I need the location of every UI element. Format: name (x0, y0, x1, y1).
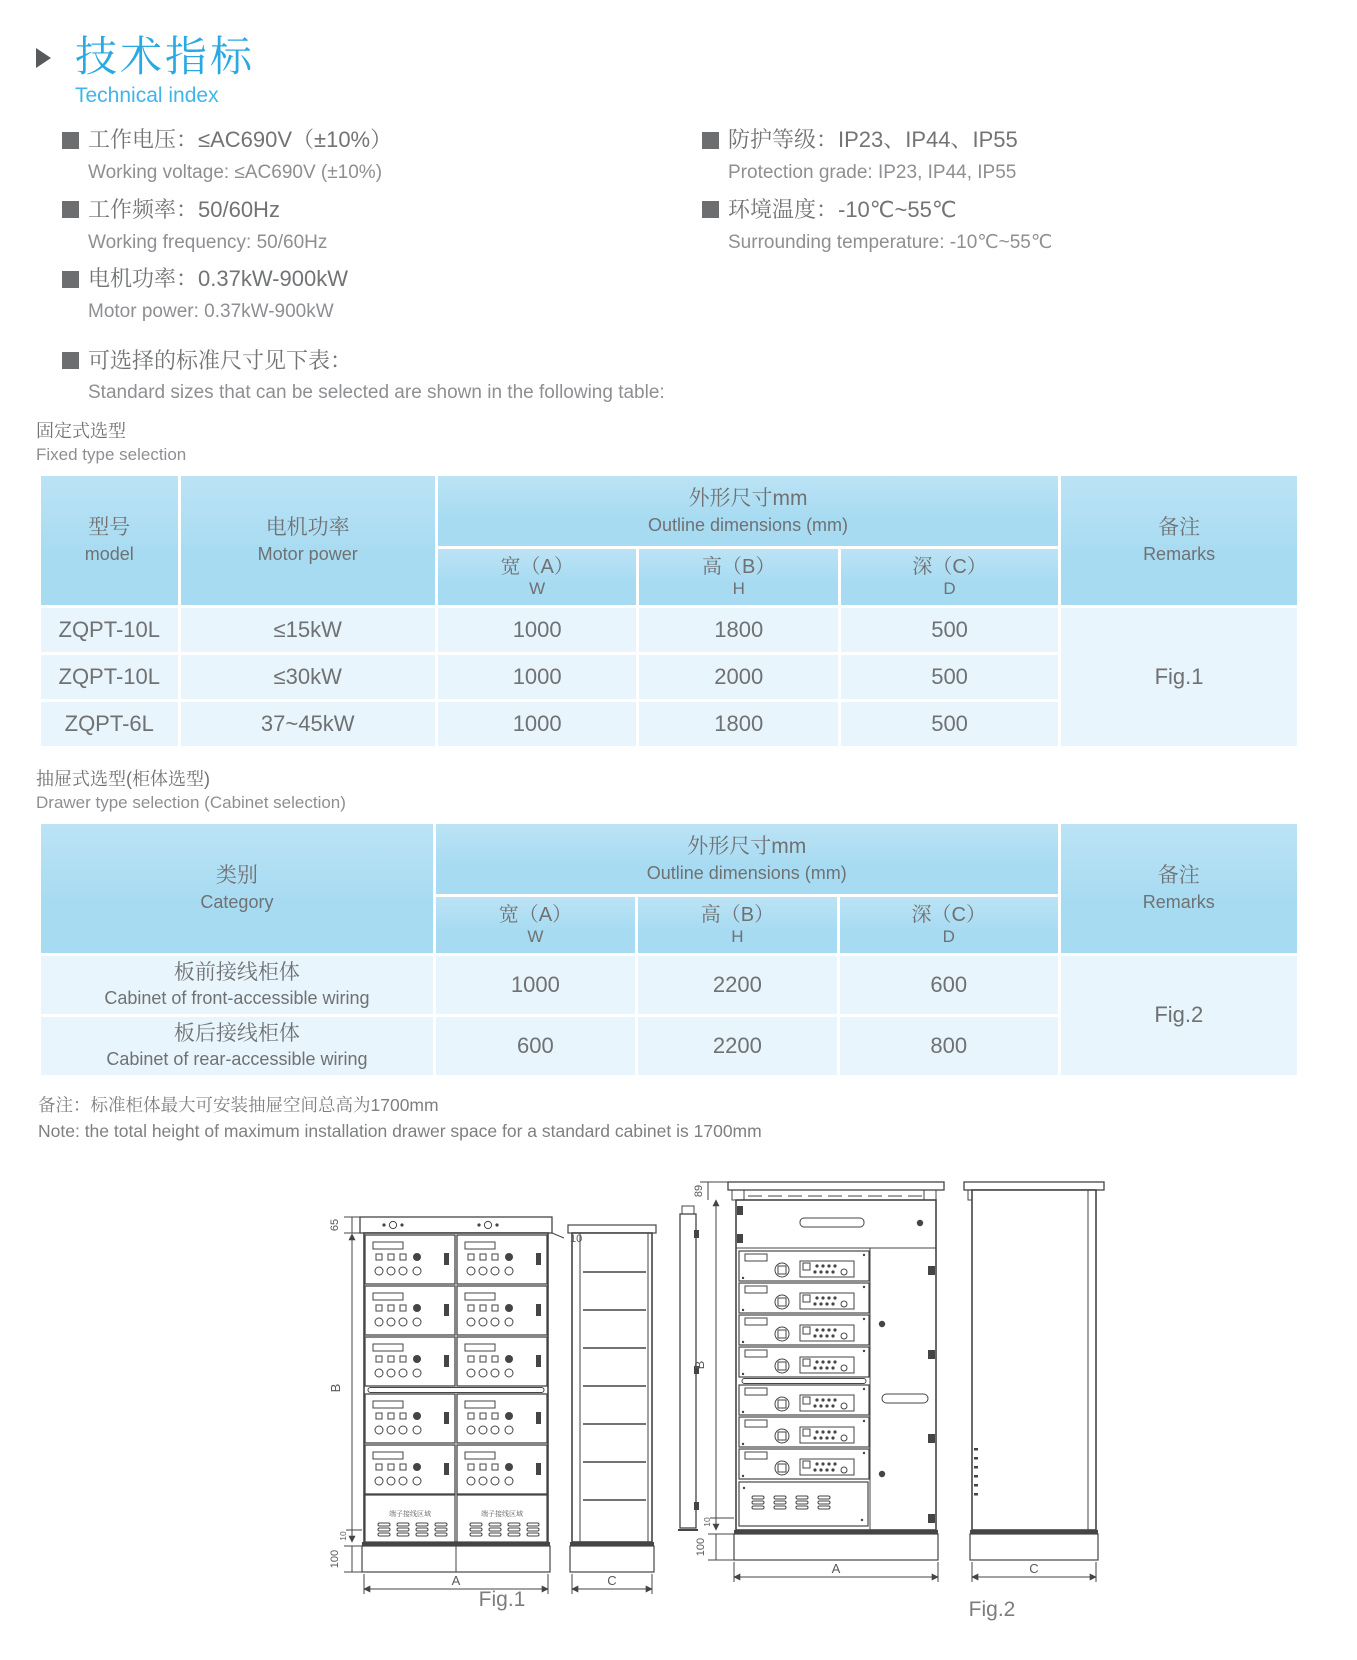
spec-working-frequency (62, 194, 702, 256)
cell-power: ≤30kW (181, 655, 435, 699)
fig2-dim-10: 10 (702, 1517, 712, 1528)
spec-column-right (702, 124, 1357, 332)
header-height-zh: 高（B） (702, 555, 776, 578)
header-category-en: Category (200, 892, 274, 913)
header-model (41, 476, 178, 605)
header-power-zh: 电机功率 (265, 516, 350, 540)
fig2-dim-A: A (831, 1561, 841, 1577)
table-row (41, 956, 1297, 1014)
fig2-side-view (964, 1182, 1104, 1560)
spec-en-text: Standard sizes that can be selected are shown in the following table: (88, 382, 665, 404)
cell-width: 1000 (438, 608, 637, 652)
spec-zh-text: 电机功率：0.37kW-900kW (88, 266, 348, 292)
spec-en-text: Surrounding temperature: -10℃~55℃ (728, 231, 1053, 253)
spec-column-left (62, 124, 702, 332)
fig1-dim-65: 65 (329, 1219, 341, 1232)
bullet-square-icon (702, 132, 719, 149)
cell-category-en: Cabinet of rear-accessible wiring (106, 1049, 368, 1070)
header-height-en: H (731, 926, 744, 946)
cell-height: 2200 (638, 956, 837, 1014)
page-subtitle: Technical index (75, 84, 219, 108)
spec-protection-grade (702, 124, 1357, 186)
cell-category-zh: 板前接线柜体 (173, 961, 300, 985)
header-remarks (1061, 824, 1297, 953)
cell-height: 1800 (639, 608, 838, 652)
drawer-table-title-en: Drawer type selection (Cabinet selection) (36, 792, 346, 812)
cell-depth: 800 (840, 1017, 1058, 1075)
cell-category (41, 956, 433, 1014)
header-remarks-en: Remarks (1143, 544, 1216, 565)
header-depth (841, 549, 1058, 605)
header-remarks-zh: 备注 (1158, 516, 1201, 540)
header-width (438, 549, 637, 605)
cell-height: 1800 (639, 702, 838, 746)
spec-zh-text: 防护等级：IP23、IP44、IP55 (728, 127, 1018, 153)
spec-en-text: Working voltage: ≤AC690V (±10%) (88, 162, 383, 184)
fixed-type-table (38, 473, 1300, 749)
header-remarks (1061, 476, 1297, 605)
header-dims-zh: 外形尺寸mm (687, 834, 807, 858)
fig1-front-view (360, 1217, 552, 1572)
spec-motor-power (62, 263, 702, 325)
drawer-table-title-zh: 抽屉式选型(柜体选型) (36, 768, 210, 789)
spec-en-text: Motor power: 0.37kW-900kW (88, 300, 334, 322)
header-dims-en: Outline dimensions (mm) (646, 862, 847, 883)
spec-en-text: Protection grade: IP23, IP44, IP55 (728, 162, 1017, 184)
cell-depth: 600 (840, 956, 1058, 1014)
cell-model: ZQPT-6L (41, 702, 178, 746)
fig2-dim-100: 100 (695, 1538, 707, 1557)
cell-category-en: Cabinet of front-accessible wiring (104, 988, 370, 1009)
page-header (0, 0, 1357, 108)
cell-remarks: Fig.2 (1061, 956, 1297, 1075)
drawer-table-title (36, 765, 1357, 813)
fig1-terminal-label: 端子接线区域 (389, 1511, 431, 1519)
spec-zh-text: 工作电压：≤AC690V（±10%） (88, 127, 393, 153)
cell-power: ≤15kW (181, 608, 435, 652)
page-title: 技术指标 (75, 33, 256, 80)
header-motor-power (181, 476, 435, 605)
header-category-zh: 类别 (215, 864, 258, 888)
fig1-dim-B: B (328, 1384, 343, 1393)
fig2-drawing (672, 1118, 1112, 1623)
fig1-dim-10-top: 10 (570, 1233, 583, 1246)
cell-remarks: Fig.1 (1061, 608, 1297, 746)
header-model-en: model (84, 544, 134, 565)
bullet-square-icon (62, 132, 79, 149)
spec-table-intro (62, 345, 1357, 407)
fig2-caption: Fig.2 (968, 1598, 1016, 1622)
cell-model: ZQPT-10L (41, 608, 178, 652)
figures-area (0, 1152, 1357, 1622)
fig1-side-view (568, 1225, 656, 1572)
fig1-caption: Fig.1 (478, 1588, 526, 1612)
header-depth (840, 897, 1058, 953)
footnote-en: Note: the total height of maximum installation drawer space for a standard cabinet is 1700mm (38, 1121, 762, 1142)
fig2-dim-89: 89 (693, 1185, 705, 1198)
bullet-square-icon (62, 201, 79, 218)
fig1-dim-10-bottom: 10 (338, 1531, 348, 1542)
header-depth-en: D (943, 578, 956, 598)
header-height (639, 549, 838, 605)
header-outline-dimensions (436, 824, 1058, 894)
cell-depth: 500 (841, 702, 1058, 746)
spec-surrounding-temperature (702, 194, 1357, 256)
header-category (41, 824, 433, 953)
header-outline-dimensions (438, 476, 1058, 546)
cell-category-zh: 板后接线柜体 (173, 1022, 300, 1046)
spec-zh-text: 可选择的标准尺寸见下表： (88, 347, 353, 373)
header-width-en: W (527, 926, 544, 946)
spec-en-text: Working frequency: 50/60Hz (88, 231, 328, 253)
fig1-terminal-label: 端子接线区域 (481, 1511, 523, 1519)
cell-width: 600 (436, 1017, 635, 1075)
header-depth-zh: 深（C） (911, 903, 986, 926)
cell-category (41, 1017, 433, 1075)
cell-width: 1000 (438, 702, 637, 746)
fig1-dim-C: C (607, 1573, 617, 1589)
fig2-front-view (728, 1182, 944, 1560)
fixed-table-title-en: Fixed type selection (36, 444, 187, 464)
header-power-en: Motor power (257, 544, 358, 565)
cell-height: 2200 (638, 1017, 837, 1075)
bullet-square-icon (62, 352, 79, 369)
cell-depth: 500 (841, 655, 1058, 699)
fig2-dim-B: B (692, 1361, 707, 1370)
section-arrow-icon (36, 48, 51, 68)
header-height-en: H (732, 578, 745, 598)
header-dims-en: Outline dimensions (mm) (647, 514, 849, 535)
title-block (75, 34, 255, 108)
spec-zh-text: 环境温度：-10℃~55℃ (728, 196, 957, 222)
header-height (638, 897, 837, 953)
cell-power: 37~45kW (181, 702, 435, 746)
table-row (41, 608, 1297, 652)
header-model-zh: 型号 (88, 516, 131, 540)
fig2-dim-C: C (1029, 1561, 1039, 1577)
fixed-table-title-zh: 固定式选型 (36, 420, 126, 441)
cell-width: 1000 (438, 655, 637, 699)
cell-depth: 500 (841, 608, 1058, 652)
fig1-drawing (322, 1142, 682, 1612)
header-dims-zh: 外形尺寸mm (688, 486, 808, 510)
drawer-type-table (38, 821, 1300, 1078)
fixed-table-title (36, 417, 1357, 465)
fig1-dim-A: A (451, 1573, 461, 1589)
spec-working-voltage (62, 124, 702, 186)
bullet-square-icon (62, 271, 79, 288)
cell-width: 1000 (436, 956, 635, 1014)
bullet-square-icon (702, 201, 719, 218)
header-depth-en: D (942, 926, 955, 946)
header-height-zh: 高（B） (700, 903, 775, 926)
header-width-en: W (529, 578, 546, 598)
header-width (436, 897, 635, 953)
spec-zh-text: 工作频率：50/60Hz (88, 196, 280, 222)
header-width-zh: 宽（A） (500, 555, 574, 578)
header-remarks-en: Remarks (1142, 892, 1215, 913)
spec-list (62, 124, 1357, 407)
cell-height: 2000 (639, 655, 838, 699)
header-width-zh: 宽（A） (498, 903, 573, 926)
header-depth-zh: 深（C） (912, 555, 987, 578)
header-remarks-zh: 备注 (1157, 864, 1200, 888)
fig1-dim-100: 100 (329, 1550, 341, 1569)
cell-model: ZQPT-10L (41, 655, 178, 699)
footnote-zh: 备注：标准柜体最大可安装抽屉空间总高为1700mm (38, 1094, 439, 1115)
